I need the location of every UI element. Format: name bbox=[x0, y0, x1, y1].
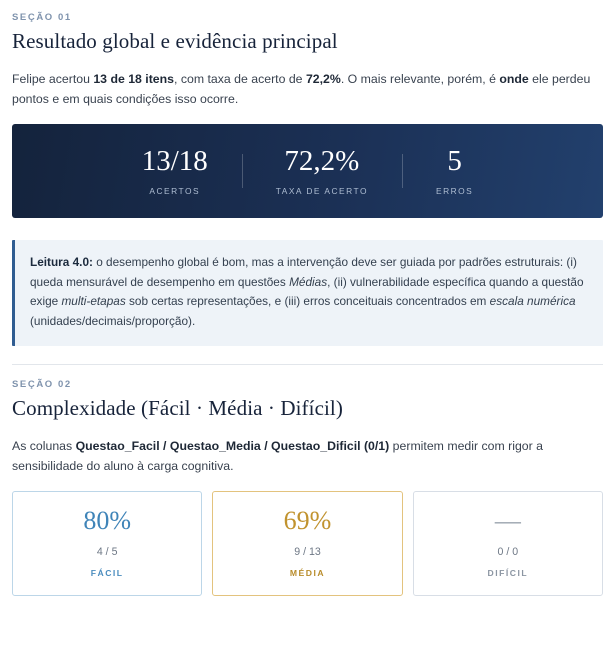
section-01-eyebrow: SEÇÃO 01 bbox=[12, 12, 72, 23]
section-02-title: Complexidade (Fácil · Média · Difícil) bbox=[12, 396, 343, 421]
para-text: . O mais relevante, porém, é bbox=[340, 72, 500, 86]
card-media[interactable] bbox=[212, 491, 402, 596]
section-01-title: Resultado global e evidência principal bbox=[12, 29, 338, 53]
para-emphasis-score: 13 de 18 itens bbox=[93, 72, 175, 86]
callout-text: (unidades/decimais/proporção). bbox=[30, 314, 196, 329]
section-01 bbox=[12, 0, 603, 346]
para-text: , com taxa de acerto de bbox=[174, 72, 306, 86]
kpi-erros bbox=[402, 146, 507, 195]
callout-italic-multietapas: multi-etapas bbox=[61, 294, 126, 309]
card-dificil[interactable] bbox=[413, 491, 603, 596]
card-dificil-label: DIFÍCIL bbox=[487, 568, 529, 579]
callout-italic-escala: escala numérica bbox=[489, 294, 576, 309]
section-01-paragraph bbox=[12, 70, 603, 110]
para-text: As colunas bbox=[12, 439, 76, 454]
section-02-eyebrow: SEÇÃO 02 bbox=[12, 379, 72, 391]
kpi-band bbox=[12, 124, 603, 218]
card-facil-value: 80% bbox=[83, 506, 131, 536]
para-emphasis-where: onde bbox=[499, 72, 529, 86]
kpi-taxa-acerto-label: TAXA DE ACERTO bbox=[275, 185, 368, 196]
card-dificil-sub: 0 / 0 bbox=[497, 546, 519, 559]
kpi-taxa-acerto bbox=[242, 146, 402, 195]
card-media-value: 69% bbox=[283, 506, 332, 536]
insight-callout bbox=[12, 240, 603, 346]
para-text: permitem medir com rigor a sensibilidade do aluno à carga cognitiva. bbox=[12, 439, 543, 473]
para-text: Felipe acertou bbox=[12, 72, 94, 86]
kpi-taxa-acerto-value: 72,2% bbox=[284, 145, 360, 178]
card-media-sub: 9 / 13 bbox=[294, 546, 321, 559]
kpi-acertos-label: ACERTOS bbox=[149, 185, 201, 196]
card-facil[interactable] bbox=[12, 491, 202, 596]
section-02-paragraph bbox=[12, 437, 603, 477]
card-media-label: MÉDIA bbox=[289, 568, 326, 579]
section-02 bbox=[12, 379, 603, 596]
para-emphasis-rate: 72,2% bbox=[305, 72, 341, 86]
callout-text: , (ii) vulnerabilidade específica quando a questão exige bbox=[30, 274, 584, 309]
kpi-erros-value: 5 bbox=[447, 145, 462, 178]
callout-text: o desempenho global é bom, mas a intervenção deve ser guiada por padrões estruturais: (i) queda mensurável de desempenho em questões bbox=[30, 254, 577, 289]
kpi-acertos bbox=[108, 146, 242, 195]
complexity-cards bbox=[12, 491, 603, 596]
card-facil-sub: 4 / 5 bbox=[96, 546, 118, 559]
para-text: ele perdeu pontos e em quais condições isso ocorre. bbox=[12, 72, 591, 106]
kpi-erros-label: ERROS bbox=[435, 185, 474, 196]
kpi-acertos-value: 13/18 bbox=[141, 145, 208, 178]
card-dificil-value: — bbox=[494, 506, 521, 536]
section-divider bbox=[12, 364, 603, 365]
callout-lead: Leitura 4.0: bbox=[30, 254, 93, 269]
para-emphasis-columns: Questao_Facil / Questao_Media / Questao_Dificil (0/1) bbox=[75, 439, 390, 454]
callout-text: sob certas representações, e (iii) erros conceituais concentrados em bbox=[125, 294, 490, 309]
callout-italic-medias: Médias bbox=[289, 274, 328, 289]
card-facil-label: FÁCIL bbox=[90, 568, 124, 579]
